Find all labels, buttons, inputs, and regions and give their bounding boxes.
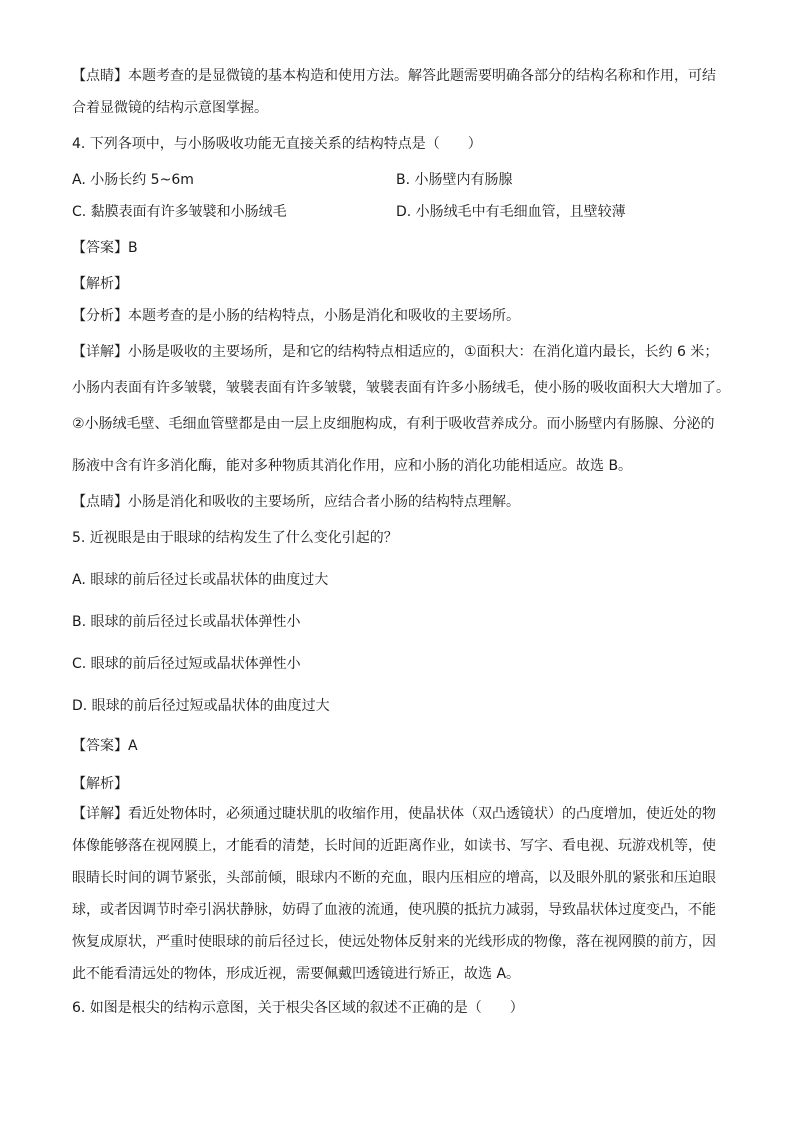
text-line: 【分析】本题考查的是小肠的结构特点，小肠是消化和吸收的主要场所。 xyxy=(72,308,520,324)
text-line: ②小肠绒毛壁、毛细血管壁都是由一层上皮细胞构成，有利于吸收营养成分。而小肠壁内有肠腺、分泌的 xyxy=(72,416,715,432)
option-b: B. 眼球的前后径过长或晶状体弹性小 xyxy=(72,614,301,630)
analysis-label: 【解析】 xyxy=(72,276,128,292)
option-d: D. 小肠绒毛中有毛细血管，且壁较薄 xyxy=(396,204,626,220)
text-line: 体像能够落在视网膜上，才能看的清楚，长时间的近距离作业，如读书、写字、看电视、玩游戏机等，使 xyxy=(72,838,716,854)
question-4-stem: 4. 下列各项中，与小肠吸收功能无直接关系的结构特点是（ ） xyxy=(72,136,482,152)
text-line: 【点睛】小肠是消化和吸收的主要场所，应结合者小肠的结构特点理解。 xyxy=(72,494,520,510)
answer-label: 【答案】B xyxy=(72,240,138,256)
text-line: 小肠内表面有许多皱襞，皱襞表面有许多皱襞，皱襞表面有许多小肠绒毛，使小肠的吸收面积大大增加了。 xyxy=(72,380,730,396)
question-6-stem: 6. 如图是根尖的结构示意图，关于根尖各区域的叙述不正确的是（ ） xyxy=(72,1000,524,1016)
answer-label: 【答案】A xyxy=(72,738,138,754)
option-c: C. 眼球的前后径过短或晶状体弹性小 xyxy=(72,656,301,672)
text-line: 【点睛】本题考查的是显微镜的基本构造和使用方法。解答此题需要明确各部分的结构名称和作用，可结 xyxy=(72,68,716,84)
text-line: 【详解】看近处物体时，必须通过睫状肌的收缩作用，使晶状体（双凸透镜状）的凸度增加，使近处的物 xyxy=(72,806,716,822)
option-a: A. 小肠长约 5~6m xyxy=(72,172,194,188)
text-line: 球，或者因调节时牵引涡状静脉，妨碍了血液的流通，使巩膜的抵抗力减弱，导致晶状体过度变凸，不能 xyxy=(72,902,716,918)
text-line: 此不能看清远处的物体，形成近视，需要佩戴凹透镜进行矫正，故选 A。 xyxy=(72,966,521,982)
text-line: 合着显微镜的结构示意图掌握。 xyxy=(72,100,268,116)
text-line: 眼睛长时间的调节紧张，头部前倾，眼球内不断的充血，眼内压相应的增高，以及眼外肌的紧张和压迫眼 xyxy=(72,870,716,886)
option-a: A. 眼球的前后径过长或晶状体的曲度过大 xyxy=(72,572,329,588)
option-b: B. 小肠壁内有肠腺 xyxy=(396,172,513,188)
question-5-stem: 5. 近视眼是由于眼球的结构发生了什么变化引起的？ xyxy=(72,530,398,546)
text-line: 【详解】小肠是吸收的主要场所，是和它的结构特点相适应的，①面积大：在消化道内最长，长约 6 米； xyxy=(72,344,719,360)
option-d: D. 眼球的前后径过短或晶状体的曲度过大 xyxy=(72,698,330,714)
analysis-label: 【解析】 xyxy=(72,776,128,792)
option-c: C. 黏膜表面有许多皱襞和小肠绒毛 xyxy=(72,204,287,220)
text-line: 肠液中含有许多消化酶，能对多种物质其消化作用，应和小肠的消化功能相适应。故选 B。 xyxy=(72,458,633,474)
text-line: 恢复成原状，严重时使眼球的前后径过长，使远处物体反射来的光线形成的物像，落在视网膜的前方，因 xyxy=(72,934,716,950)
